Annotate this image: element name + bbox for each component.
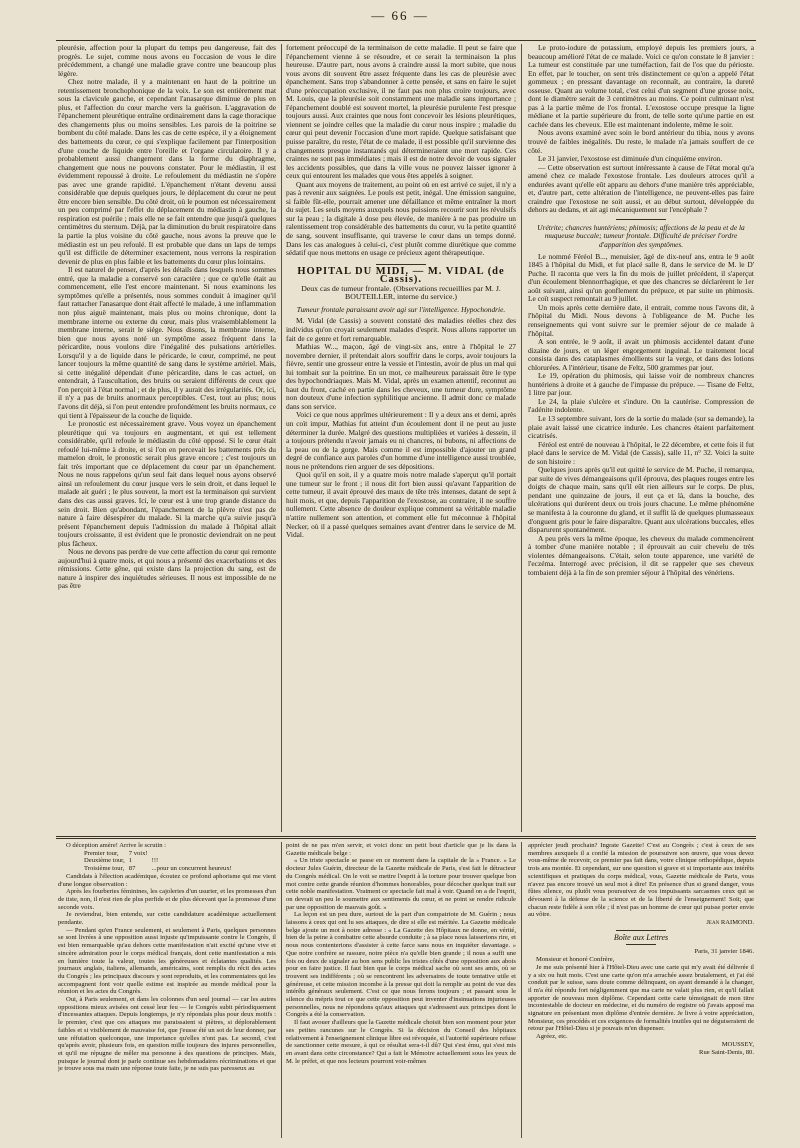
separator [616, 219, 666, 220]
letter-date: Paris, 31 janvier 1846. [694, 948, 754, 956]
vote-table [84, 850, 236, 873]
vote-note: ...pour un concurrent heureux! [151, 865, 232, 873]
paragraph: Après les fourberies féminines, les cajoleries d'un usurier, et les promesses d'un de tiste, non, il n'est rien de plus perfide et de plus décevant que la promesse d'une seconde voix. [58, 888, 276, 911]
vote-round: Premier tour, [84, 849, 119, 857]
letter-salutation: Monsieur et honoré Confrère, [536, 956, 615, 964]
paragraph: Le 13 septembre suivant, lors de la sortie du malade (sur sa demande), la plaie avait laissé une cicatrice indurée. Les chancres étaient parfaitement cicatrisés. [528, 413, 754, 441]
vote-note [152, 850, 236, 858]
paragraph: Le nommé Féréol B..., menuisier, âgé de dix-neuf ans, entra le 9 août 1845 à l'hôpital du Midi, et fut placé salle 8, dans le service de M. le D' Puche. Il raconta que vers la fin du mois de juillet précédent, il s'aperçut d'un écoulement blennorrhagique, et que des chancres se déclarèrent le 1er août suivant, ainsi qu'un gonflement du prépuce, et par suite un phimosis. Le coït suspect remontait au 9 juillet. [528, 251, 754, 304]
case-heading-2: Urétrite; chancres huntériens; phimosis; affections de la peau et de la muqueuse buccale; tumeur frontale. Difficulté de préciser l'ordre d'apparition des symptômes. [537, 222, 745, 250]
paragraph: A peu près vers la même époque, les cheveux du malade commencèrent à tomber d'une manière notable ; il éprouvait au cuir chevelu de très violentes démangeaisons. C'était, selon toute apparence, une variété de l'eczéma. Interrogé avec précision, il dit se rappeler que ses cheveux tombaient déjà à la fin de son premier séjour à l'hôpital des vénériens. [528, 533, 754, 577]
feuilleton-column-3 [528, 842, 754, 1138]
column-divider-1 [281, 44, 282, 832]
letter-closing: Agréez, etc. [536, 1033, 568, 1041]
top-rule [56, 40, 756, 41]
vote-row [84, 865, 236, 873]
column-2 [286, 44, 516, 832]
paragraph: Le 31 janvier, l'exostose est diminuée d'un cinquième environ. [538, 154, 723, 164]
column-divider-2 [521, 44, 522, 832]
paragraph: Voici ce que nous apprîmes ultérieurement : Il y a deux ans et demi, après un coït impur, Mathias fut atteint d'un écoulement dont il ne peut au juste déterminer la durée. Malgré des questions multipliées et variées à dessein, il a toujours prétendu n'avoir jamais eu ni chancres, ni bubons, ni affections de la peau ou de la gorge. Mais comme il est impossible d'ajouter un grand degré de confiance aux paroles d'un homme d'une intelligence aussi troublée, nous ne prétendons rien arguer de ses dépositions. [286, 410, 516, 471]
vote-note: !!! [151, 857, 159, 865]
paragraph: Le proto-iodure de potassium, employé depuis les premiers jours, a beaucoup amélioré l'état de ce malade. Voici ce qu'on constate le 8 janvier : La tumeur est constituée par une tuméfaction, fait de l'os que du périoste. En effet, par le toucher, on sent très distinctement ce qu'on a appelé l'état gommeux ; en pressant davantage on reconnaît, au contraire, la dureté osseuse. Quant au volume total, c'est celui d'un segment d'une grosse noix, dont le diamètre serait de 3 centimètres au moins. Ce point culminant n'est pas à la partie même de l'os frontal. L'exostose occupe presque la ligne médiane et la partie supérieure du front, de telle sorte qu'une partie en est cachée dans les cheveux. Elle est maintenant indolente, même le soir. [528, 44, 754, 129]
separator [626, 944, 656, 945]
paragraph: — Cette observation est surtout intéressante à cause de l'état moral qu'a amené chez ce malade l'exostose frontale. Les douleurs atroces qu'il a endurées avant qu'elle eût apparu au dehors d'une manière très appréciable, et, d'autre part, cette altération de l'intelligence, ne peuvent-elles pas faire craindre que l'exostose ne soit aussi, et au début surtout, développée du dehors au dedans, et ait agi mécaniquement sur l'encéphale ? [528, 162, 754, 215]
vote-count: 87 [128, 865, 136, 873]
paragraph: — Pendant qu'en France seulement, et seulement à Paris, quelques personnes se sont livrées à une opposition aussi injuste qu'impuissante contre le Congrès, il est bien remarquable qu'au dehors cette manifestation n'ait excité qu'une vive et sincère admiration pour le corps médical français, dont cette manifestation a mis en lumière toute la valeur, toutes les généreuses et éclatantes qualités. Les journaux anglais, italiens, allemands, américains, sont remplis du récit des actes du Congrès ; les principaux discours y sont reproduits, et les commentaires qui les accompagnent font voir quelle estime est inspirée au monde médical pour la réunion et les actes du Congrès. [58, 926, 276, 996]
paragraph: Quelques jours après qu'il eut quitté le service de M. Puche, il remarqua, par suite de vives démangeaisons qu'il éprouva, des plaques rouges entre les doigts de chaque main, sans qu'il eût rien ailleurs sur le corps. De plus, pendant une quinzaine de jours, il eut ça et là, dans la bouche, des ulcérations qui durèrent deux ou trois jours chacune. Le même phénomène se manifesta à la couronne du gland, et il suffit là de quelques plumasseaux d'onguent gris pour le faire disparaître. Quant aux ulcérations buccales, elles disparurent spontanément. [528, 465, 754, 535]
quotation: « Un triste spectacle se passe en ce moment dans la capitale de la » France. » Le docteur Jules Guérin, directeur de la Gazette médicale de Paris, s'est fait le détracteur du Congrès médical. On le voit se mettre l'esprit à la torture pour trouver quelque bon mot contre cette grande réunion d'hommes honorables, pour décocher quelque trait sur cette noble manifestation. Vraiment ce spectacle fait mal à voir. Quand on a de l'esprit, on devrait un peu le soumettre aux sentiments du cœur, et ne point se rendre ridicule par une opposition de mauvais goût. » [286, 857, 516, 911]
vote-count: 7 voix! [128, 849, 148, 857]
letter-signature-name: MOUSSEY, [721, 1040, 754, 1048]
separator [616, 930, 666, 931]
letter-body: Je me suis présenté hier à l'Hôtel-Dieu avec une carte qui m'y avait été délivrée il y a six ou huit mois. C'est une carte qu'on m'a arrachée assez brutalement, et j'ai été conduit par le suisse, sans doute comme délinquant, on ayant demandé à la changer, il m'a été répondu fort négligemment que ma carte ne valait plus rien, et qu'il fallait apporter de nouveau mon diplôme. Cependant cette carte témoignait de mon titre incontestable de docteur en médecine, et du numéro de registre où j'avais apposé ma signature en présentant mon diplôme d'entrée dernière. Je livre à votre appréciation, Monsieur, ces procédés et ces exigences de formalités inutiles qui ne déguiseraient de retour par l'Hôtel-Dieu si je pouvais m'en dispenser. [528, 963, 754, 1033]
paragraph: Le 19, opération du phimosis, qui laisse voir de nombreux chancres huntériens à droite et à gauche de l'impasse du prépuce. — Tisane de Feltz, 1 litre par jour. [528, 371, 754, 398]
letter-signature-address: Rue Saint-Denis, 80. [699, 1048, 754, 1056]
paragraph: La leçon est un peu dure, surtout de la part d'un compatriote de M. Guérin ; nous laissons à ceux qui ont lu ses attaques, de dire si elle est méritée. La Gazette médicale belge ajoute un mot à notre adresse : « La Gazette des Hôpitaux ne donne, en vérité, bien de la peine à combattre cette absurde conduite ; à sa place nous laisserions rire, et nous nous contenterions d'assister à cette farce sans nous en inquiéter davantage. » Que notre confrère se rassure, notre pièce n'a qu'elle bien grande ; il nous a suffi une fois ou deux de signaler au bon sens public les tristes côtés d'une opposition aux abois pour en faire justice. Il faut bien que le corps médical sache où sont ses amis, où se trouvent ses indifférents ; où se rencontrent les adversaires de toute tentative utile et généreuse, et cette mission incombe à la presse qui doit la remplir au point de vue des intérêts généraux seulement. C'est ce que nous ferons toujours ; et passant sous le silence du mépris tout ce que cette opposition peut inventer d'insinuations injurieuses personnelles, nous ne répondons qu'aux attaques qui s'adressent aux principes dont le Congrès a été la conservation. [286, 911, 516, 1019]
paragraph: Le 24, la plaie s'ulcère et s'indure. On la cautérise. Compression de l'adénite indolente. [528, 396, 754, 415]
vote-round: Troisième tour, [84, 865, 125, 873]
page-number: — 66 — [371, 8, 429, 23]
paragraph: Quant aux moyens de traitement, au point où en est arrivé ce sujet, il n'y a pas à revenir aux saignées. Le pouls est petit, inégal. Une émission sanguine, si faible fût-elle, pourrait amener une défaillance et même entraîner la mort du sujet. Les seuls moyens auxquels nous puissions recourir sont les révulsifs sur la peau ; la digitale à dose peu élevée, de manière à ne pas produire un ralentissement trop considérable des battements du cœur, vu la petite quantité de sang, souvent insuffisante, qui traverse le cœur dans un temps donné. Dans les cas analogues à celui-ci, c'est plutôt comme diurétique que comme sédatif que nous mettons en usage ce précieux agent thérapeutique. [286, 179, 516, 258]
vote-count: 1 [128, 857, 133, 865]
column-3 [528, 44, 754, 832]
paragraph: Oui, à Paris seulement, et dans les colonnes d'un seul journal — car les autres oppositions mieux avisées ont cessé leur feu — le Congrès subit périodiquement d'incessantes attaques. Depuis longtemps, je n'y répondais plus pour deux motifs : le premier, c'est que ces attaques me paraissaient si piètres, si déplorablement faibles et si visiblement de mauvaise foi, que j'eusse été un sot de leur donner, par une réfutation quelconque, une importance qu'elles n'ont pas. Le second, c'est qu'après avoir, plusieurs fois, en question mille toujours des injures personnelles, et qu'il me répugne de mêler ma personne à des questions de principes. Mais, puisque le journal dont je parle continue ses hebdomadaires récriminations et que je trouve sous ma main une réponse toute faite, je ne suis pas paresseux au [58, 996, 276, 1073]
feuilleton-column-2 [286, 842, 516, 1138]
paragraph: point de ne pas m'en servir, et voici donc un petit bout d'article que je lis dans la Gazette médicale belge : [286, 842, 516, 857]
paragraph: Le pronostic est nécessairement grave. Vous voyez un épanchement pleurétique qui va toujours en augmentant, et qui est tellement considérable, qu'il refoule le médiastin du côté opposé. Si le cœur était refoulé lui-même à droite, et si l'on en percevait les battements près du mamelon droit, le pronostic serait plus grave encore ; c'est toujours un fait très important que ce déplacement du cœur par un épanchement. Nous ne nous rappelons qu'un seul fait dans lequel nous ayons observé ainsi un refoulement du cœur jusque vers le sein droit, et dans lequel le malade ait guéri ; le plus souvent, la mort est la terminaison qui survient dans des cas aussi graves. Ici, le cœur est à une trop grande distance du sein droit. Bien qu'abondant, l'épanchement de la plèvre n'est pas de nature à faire désespérer du malade. Si la marche qu'a suivie jusqu'à présent l'épanchement depuis l'admission du malade à l'hôpital allait toujours croissante, il est évident que le pronostic deviendrait on ne peut plus fâcheux. [58, 419, 276, 548]
paragraph: Il faut avouer d'ailleurs que la Gazette médicale choisit bien son moment pour jeter ses petites rancunes sur le Congrès. Si la décision du Conseil des hôpitaux relativement à l'enseignement clinique libre est révoquée, si l'autorité supérieure refuse de sanctionner cette mesure, à qui ce résultat sera-t-il dû? Qui s'est ému, qui s'est mis en avant dans cette circonstance? Qui a fait le Mémoire actuellement sous les yeux de M. le préfet, et que nos lecteurs pourront voir-mêmes [286, 1019, 516, 1065]
paragraph: Candidats à l'élection académique, écoutez ce profond aphorisme qui me vient d'une longue observation : [58, 872, 276, 888]
paragraph: Nous avons examiné avec soin le bord antérieur du tibia, nous y avons trouvé de faibles inégalités. Du reste, le malade n'a jamais souffert de ce côté. [528, 128, 754, 155]
column-1 [58, 44, 276, 832]
separator [376, 264, 426, 265]
paragraph: fortement préoccupé de la terminaison de cette maladie. Il peut se faire que l'épanchement vienne à se résoudre, et ce serait la terminaison la plus heureuse. D'autre part, nous avons à craindre aussi la mort subite, que nous vous avons dit souvent être assez fréquente dans les cas de pleurésie avec épanchement. Sans trop s'abandonner à cette pensée, et sans en faire le sujet d'une préoccupation exclusive, il ne faut pas non plus croire toujours, avec M. Louis, que la pleurésie soit constamment une maladie sans importance ; l'épanchement doublé est souvent mortel, la pleurésie purulente l'est presque toujours aussi. Aux craintes que nous font concevoir les lésions pleurétiques, viennent se joindre celles que la maladie du cœur nous inspire ; maladie du cœur qui peut devenir l'occasion d'une mort rapide. Quelque satisfaisant que puisse paraître, du reste, l'état de ce malade, il est possible qu'il survienne des changements presque instantanés qui détermineraient une mort rapide. Ces craintes ne sont pas immédiates ; mais il est de notre devoir de vous signaler les accidents possibles, que dans la ville vous ne pouvez laisser ignorer à ceux qui entourent les malades que vous êtes appelés à soigner. [286, 44, 516, 181]
paragraph: Nous ne devons pas perdre de vue cette affection du cœur qui remonte aujourd'hui à quatre mois, et qui nous a présenté des exacerbations et des rémissions. Cette gêne, qui existe dans la projection du sang, est de nature à inspirer des inquiétudes sérieuses. Il nous est impossible de ne pas être [58, 547, 276, 591]
vote-row [84, 850, 236, 858]
paragraph: Mathias W..., maçon, âgé de vingt-six ans, entre à l'hôpital le 27 novembre dernier, il prétendait alors souffrir dans le corps, avoir toujours la fièvre, sentir une grosseur entre la vessie et l'intestin, avoir de plus un mal qui lui tombait sur la poitrine. En un mot, ce malheureux paraissait être le type des hypochondriaques. Mais M. Vidal, après un examen attentif, reconnut au haut du front, caché en partie dans les cheveux, une tumeur dure, symptôme non douteux d'une infection syphilitique ancienne. Il admit donc ce malade dans son service. [286, 342, 516, 411]
case-heading: Tumeur frontale paraissant avoir agi sur l'intelligence. Hypochondrie. [296, 304, 506, 314]
paragraph: Un mois après cette dernière date, il entrait, comme nous l'avons dit, à l'hôpital du Midi. Nous devons à l'obligeance de M. Puche les renseignements qui vont suivre sur le premier séjour de ce malade à l'hôpital. [528, 302, 754, 338]
feuilleton-rule-2 [56, 838, 756, 839]
paragraph: pleurésie, affection pour la plupart du temps peu dangereuse, fait des progrès. Le sujet, comme nous avons eu l'occasion de vous le dire précédemment, a changé une maladie grave contre une beaucoup plus légère. [58, 44, 276, 78]
bottom-divider-2 [521, 842, 522, 1138]
feuilleton-column-1 [58, 842, 276, 1138]
letters-section-title: Boîte aux Lettres [613, 932, 669, 942]
paragraph: A son entrée, le 9 août, il avait un phimosis accidentel datant d'une dizaine de jours, et un léger engorgement inguinal. Le traitement local consista dans des cataplasmes émollients sur la verge, et dans des lotions chlorurées. A l'intérieur, tisane de Feltz, 500 grammes par jour. [528, 337, 754, 372]
vote-intro: O déception amère! Arrive le scrutin : [66, 842, 166, 849]
vote-round: Deuxième tour, [84, 857, 125, 865]
bottom-divider-1 [281, 842, 282, 1138]
paragraph: Je reviendrai, bien entendu, sur cette candidature académique actuellement pendante. [58, 911, 276, 927]
paragraph: M. Vidal (de Cassis) a souvent constaté des maladies réelles chez des individus qu'on croyait seulement malades d'esprit. Nous allons rapporter un fait de ce genre et fort remarquable. [286, 316, 516, 343]
feuilleton-rule [56, 836, 756, 837]
paragraph: apprécier jeudi prochain? Ingrate Gazette! C'est au Congrès ; c'est à ceux de ses membres auxquels il a confié la mission de poursuivre son œuvre, que vous devez vous-même de recevoir, ce premier pas fait dans, votre clinique orthopédique, depuis trois ans montée. Et cependant, sur une question si grave et si importante aux intérêts scientifiques et pratiques du corps médical, vous, Gazette médicale de Paris, vous n'avez pas encore trouvé un seul mot à dire! En présence d'un si grand danger, vous fûtes silence, ou plutôt vous poursuivez de vos impuissants sarcasmes ceux qui se dévouent à la défense de la science et de la liberté de l'enseignement! Soit; que chacun reste fidèle à son rôle ; il n'est pas un homme de cœur qui puisse porter envie au vôtre. [528, 842, 754, 919]
section-title-hopital-midi: HOPITAL DU MIDI. — M. VIDAL (de Cassis). [297, 265, 505, 286]
paragraph: Chez notre malade, il y a maintenant en haut de la poitrine un retentissement bronchophonique de la voix. Le son est entièrement mat sous la clavicule gauche, et cependant l'anasarque diminue de plus en plus, et l'affection du cœur marche vers la guérison. L'aggravation de l'épanchement pleurétique entraîne ordinairement dans la cage thoracique des changements plus ou moins sensibles. Les parois de la poitrine se bombent du côté malade. Dans les cas de cette espèce, il y a éloignement des battements du cœur, ce qui s'explique facilement par l'interposition d'une couche de liquide entre l'oreille et l'organe circulatoire. Il y a probablement aussi changement dans la forme du diaphragme, changement que nous ne pouvons constater. Pour le médiastin, il est évidemment repoussé à droite. Le refoulement du médiastin ne s'opère pas avec une grande rapidité. L'épanchement n'étant devenu aussi considérable que depuis quelques jours, le déplacement du cœur ne peut être encore bien sensible. Du côté droit, où le poumon est nécessairement un peu comprimé par l'effet du déplacement du médiastin à gauche, la respiration est puérile ; mais elle ne se fait entendre que jusqu'à quelques centimètres du sternum. Déjà, par la diminution du bruit respiratoire dans la partie la plus voisine du côté gauche, nous avons la preuve que le médiastin est un peu refoulé. Il est probable que dans un laps de temps qu'il est difficile de déterminer exactement, nous verrons la respiration devenir de plus en plus faible et les battements du cœur plus lointains. [58, 77, 276, 266]
paragraph: Quoi qu'il en soit, il y a quatre mois notre malade s'aperçut qu'il portait une tumeur sur le front ; il nous dit fort bien aussi qu'avant l'apparition de cette tumeur, il avait éprouvé des maux de tête très intenses, datant de sept à huit mois, et que, depuis l'apparition de l'exostose, au contraire, il ne souffre nullement. Cette absence de douleur explique comment sa véritable maladie n'attire nullement son attention, et comment elle fut méconnue à l'hôpital Necker, où il a passé quelques semaines avant d'entrer dans le service de M. Vidal. [286, 470, 516, 540]
paragraph: Féréol est entré de nouveau à l'hôpital, le 22 décembre, et cette fois il fut placé dans le service de M. Vidal (de Cassis), salle 11, n° 32. Voici la suite de son histoire : [528, 439, 754, 466]
paragraph: Il est naturel de penser, d'après les détails dans lesquels nous sommes entré, que la maladie a conservé son caractère ; que ce qu'elle était au commencement, elle l'est encore maintenant. Si nous examinons les symptômes qu'elle a présentés, nous sommes conduit à imaginer qu'il faut rattacher l'anasarque dont était affecté le malade, à une inflammation non plus aiguë maintenant, mais plus ou moins chronique, dont la membrane interne ou externe du cœur, mais plus vraisemblablement la membrane interne, serait le siége. Nous disons, la membrane interne, bien que nous ayons noté un symptôme assez fréquent dans la péricardite, nous voulons dire l'inégalité des pulsations artérielles. Lorsqu'il y a de liquide dans le péricarde, le cœur, comprimé, ne peut lancer toujours la même quantité de sang dans le système artériel. Mais, si cette inégalité dépendait d'une péricardite, dans le cas actuel, on entendrait, à l'auscultation, des bruits ou seraient différents de ceux que l'on perçoit à l'état normal ; et de plus, il y aurait des irrégularités. Or, ici, il n'y a pas de bruits anormaux perceptibles. C'est, tout au plus; nous l'avons dit déjà, si l'on peut entendre profondément les bruits normaux, ce qui tient à l'épaisseur de la couche de liquide. [58, 265, 276, 420]
section-subtitle: Deux cas de tumeur frontale. (Observations recueillies par M. J. BOUTEILLER, interne du service.) [301, 283, 501, 302]
vote-row [84, 857, 236, 865]
article-signature: Jean RAIMOND. [706, 919, 754, 927]
